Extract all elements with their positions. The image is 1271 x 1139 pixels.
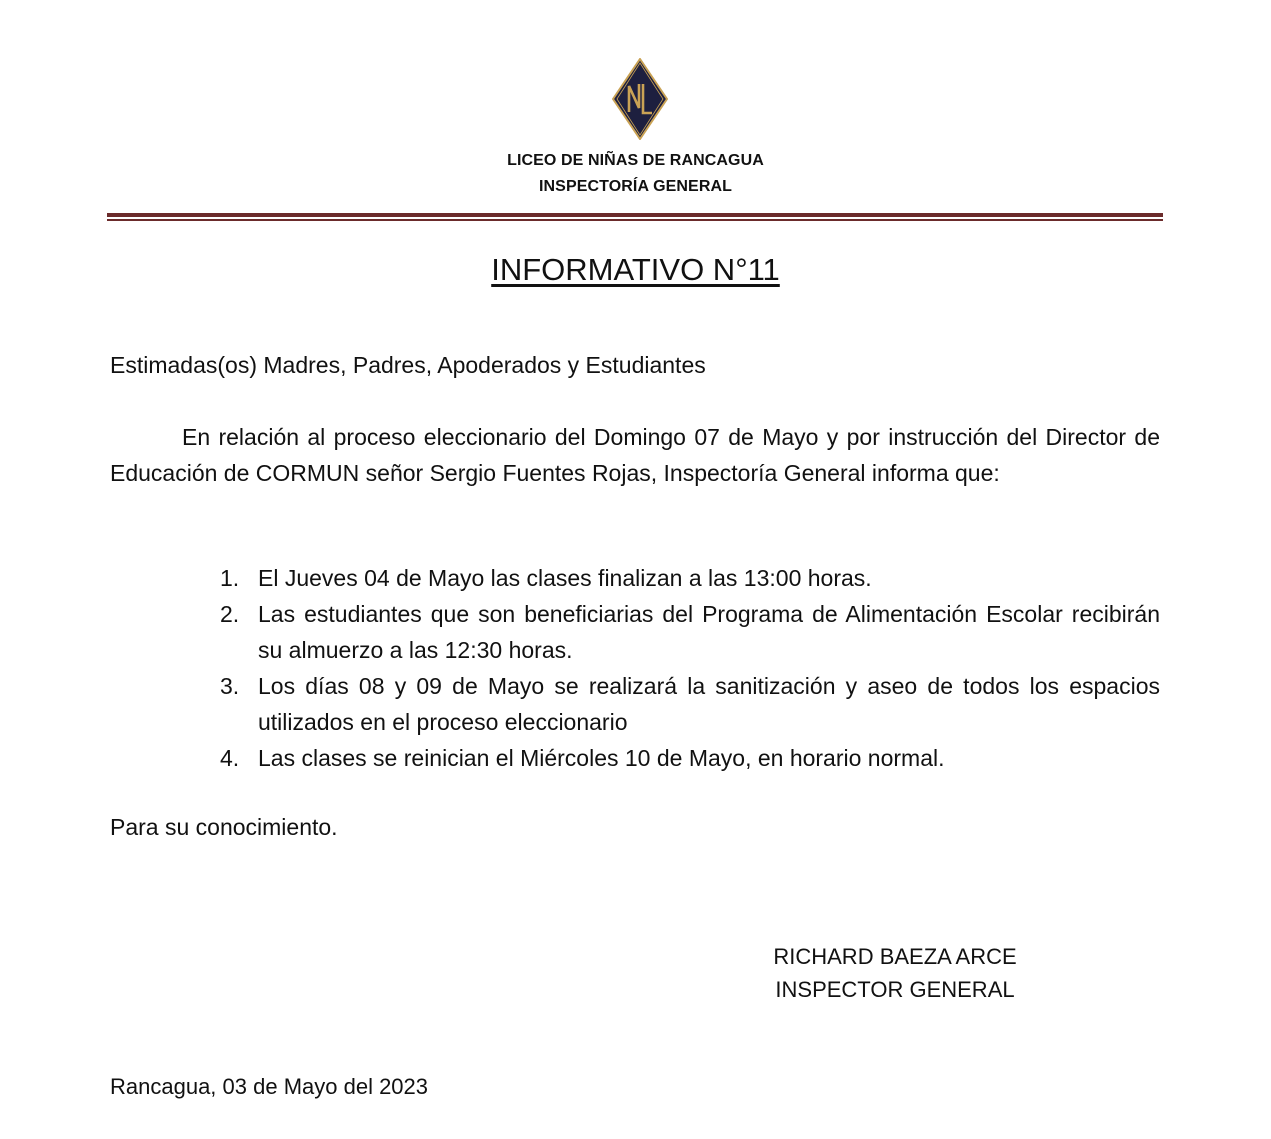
list-item-number: 3.: [220, 673, 240, 699]
list-item-number: 2.: [220, 601, 240, 627]
school-name: LICEO DE NIÑAS DE RANCAGUA: [507, 152, 764, 169]
list-item: [214, 740, 1160, 776]
signer-role: INSPECTOR GENERAL: [775, 977, 1015, 1002]
document-title: INFORMATIVO N°11: [491, 252, 780, 287]
list-item: [214, 596, 1160, 668]
list-item-text: Las estudiantes que son beneficiarias del Programa de Alimentación Escolar recibirán su almuerzo a las 12:30 horas.: [258, 601, 1160, 663]
list-item: [214, 560, 1160, 596]
notice-list: [214, 560, 1160, 776]
header-divider-thin: [107, 219, 1163, 221]
signature-block: [760, 940, 1030, 1006]
list-item: [214, 668, 1160, 740]
signer-name: RICHARD BAEZA ARCE: [773, 944, 1017, 969]
school-logo: [612, 58, 668, 140]
place-date: Rancagua, 03 de Mayo del 2023: [110, 1074, 429, 1099]
list-item-number: 1.: [220, 565, 240, 591]
header-divider: [107, 213, 1163, 217]
greeting: Estimadas(os) Madres, Padres, Apoderados y Estudiantes: [110, 352, 706, 378]
closing-line: Para su conocimiento.: [110, 814, 338, 840]
department-name: INSPECTORÍA GENERAL: [538, 178, 733, 195]
intro-paragraph: En relación al proceso eleccionario del Domingo 07 de Mayo y por instrucción del Director de Educación de CORMUN señor Sergio Fuentes Rojas, Inspectoría General informa que:: [110, 424, 1160, 486]
list-item-text: Las clases se reinician el Miércoles 10 de Mayo, en horario normal.: [258, 745, 945, 771]
list-item-text: Los días 08 y 09 de Mayo se realizará la sanitización y aseo de todos los espacios utilizados en el proceso eleccionario: [258, 673, 1160, 735]
list-item-text: El Jueves 04 de Mayo las clases finalizan a las 13:00 horas.: [258, 565, 872, 591]
list-item-number: 4.: [220, 745, 240, 771]
